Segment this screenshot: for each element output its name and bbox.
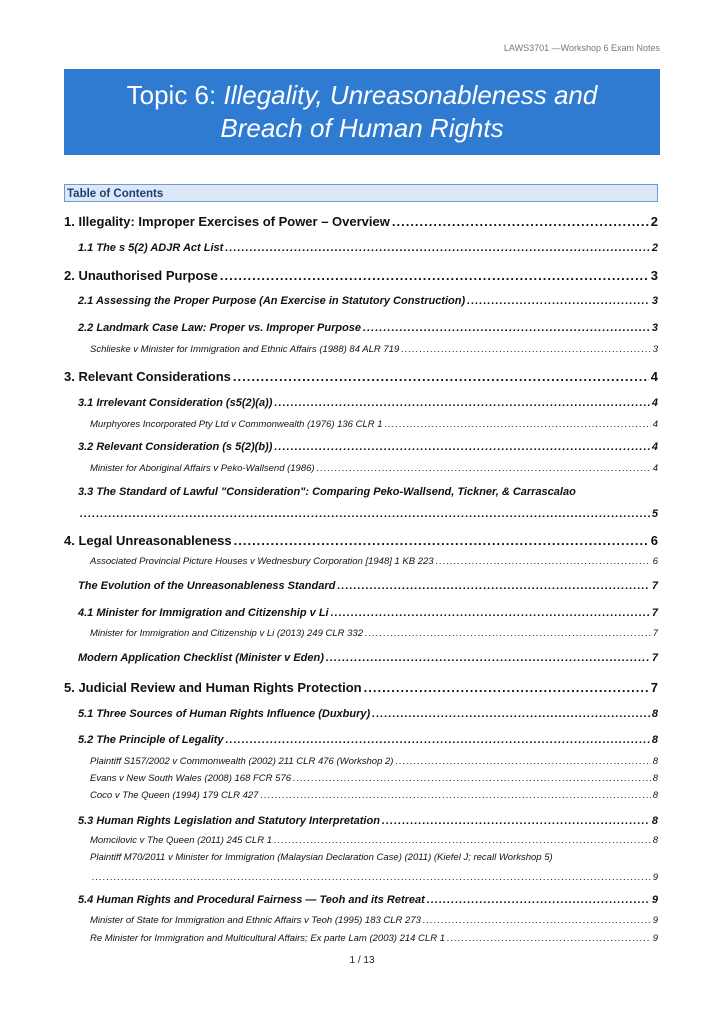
toc-entry-title: 5.1 Three Sources of Human Rights Influence (Duxbury) bbox=[78, 708, 371, 720]
toc-entry-page: 9 bbox=[652, 933, 658, 944]
toc-entry-leader-line[interactable] bbox=[90, 872, 658, 883]
title-line-2: Breach of Human Rights bbox=[220, 113, 504, 143]
title-line-1 bbox=[127, 79, 598, 112]
dot-leader bbox=[233, 369, 649, 384]
toc-entry-page: 7 bbox=[652, 628, 658, 639]
toc-entry[interactable] bbox=[78, 894, 658, 906]
toc-entry-title: Minister for Aboriginal Affairs v Peko-Wallsend (1986) bbox=[90, 463, 315, 474]
toc-entry-page: 5 bbox=[651, 508, 658, 520]
toc-entry[interactable] bbox=[64, 680, 658, 695]
toc-entry-title: 3.2 Relevant Consideration (s 5(2)(b)) bbox=[78, 441, 273, 453]
toc-entry[interactable] bbox=[78, 295, 658, 307]
toc-entry-title: 5.3 Human Rights Legislation and Statutory Interpretation bbox=[78, 815, 380, 827]
title-italic-1: Illegality, Unreasonableness and bbox=[223, 80, 598, 110]
toc-entry-title: 3.1 Irrelevant Consideration (s5(2)(a)) bbox=[78, 397, 273, 409]
toc-entry[interactable] bbox=[90, 773, 658, 784]
toc-entry[interactable] bbox=[78, 815, 658, 827]
toc-entry-title: Murphyores Incorporated Pty Ltd v Commonwealth (1976) 136 CLR 1 bbox=[90, 419, 383, 430]
toc-entry-page: 4 bbox=[650, 369, 658, 384]
dot-leader bbox=[225, 734, 649, 746]
toc-entry[interactable] bbox=[78, 652, 658, 664]
toc-entry-page: 2 bbox=[651, 242, 658, 254]
dot-leader bbox=[293, 773, 651, 784]
dot-leader bbox=[337, 580, 650, 592]
dot-leader bbox=[385, 419, 651, 430]
toc-entry-title: 2.1 Assessing the Proper Purpose (An Exercise in Statutory Construction) bbox=[78, 295, 466, 307]
toc-entry[interactable] bbox=[90, 756, 658, 767]
toc-entry-title: Momcilovic v The Queen (2011) 245 CLR 1 bbox=[90, 835, 272, 846]
toc-entry-page: 4 bbox=[652, 463, 658, 474]
dot-leader bbox=[260, 790, 650, 801]
dot-leader bbox=[382, 815, 650, 827]
toc-entry[interactable] bbox=[64, 369, 658, 384]
toc-entry-page: 8 bbox=[652, 756, 658, 767]
toc-entry[interactable] bbox=[78, 486, 658, 498]
toc-entry-title: 5.4 Human Rights and Procedural Fairness — Teoh and its Retreat bbox=[78, 894, 425, 906]
dot-leader bbox=[423, 915, 651, 926]
toc-entry-page: 7 bbox=[651, 580, 658, 592]
toc-entry[interactable] bbox=[90, 915, 658, 926]
toc-entry-page: 4 bbox=[651, 397, 658, 409]
toc-entry-title: The Evolution of the Unreasonableness Standard bbox=[78, 580, 336, 592]
toc-entry-title: 2. Unauthorised Purpose bbox=[64, 268, 218, 283]
toc-entry[interactable] bbox=[78, 397, 658, 409]
toc-entry-title: 1. Illegality: Improper Exercises of Power – Overview bbox=[64, 214, 390, 229]
toc-entry-page: 3 bbox=[652, 344, 658, 355]
toc-entry[interactable] bbox=[90, 419, 658, 430]
title-banner bbox=[64, 69, 660, 155]
toc-entry-page: 8 bbox=[651, 815, 658, 827]
dot-leader bbox=[274, 835, 651, 846]
dot-leader bbox=[401, 344, 650, 355]
toc-entry-page: 7 bbox=[650, 680, 658, 695]
toc-entry-title: 3. Relevant Considerations bbox=[64, 369, 231, 384]
header-note: LAWS3701 —Workshop 6 Exam Notes bbox=[503, 43, 660, 53]
toc-entry-page: 7 bbox=[651, 607, 658, 619]
toc-entry[interactable] bbox=[64, 268, 658, 283]
toc-entry-title: 1.1 The s 5(2) ADJR Act List bbox=[78, 242, 224, 254]
dot-leader bbox=[220, 268, 649, 283]
dot-leader bbox=[372, 708, 650, 720]
toc-entry[interactable] bbox=[78, 708, 658, 720]
toc-entry-leader-line[interactable] bbox=[78, 508, 658, 520]
toc-entry-page: 9 bbox=[651, 894, 658, 906]
dot-leader bbox=[427, 894, 650, 906]
dot-leader bbox=[234, 533, 649, 548]
toc-entry-page: 6 bbox=[650, 533, 658, 548]
toc-entry[interactable] bbox=[90, 852, 658, 863]
dot-leader bbox=[92, 872, 651, 883]
toc-entry-title: Minister of State for Immigration and Ethnic Affairs v Teoh (1995) 183 CLR 273 bbox=[90, 915, 421, 926]
toc-entry[interactable] bbox=[64, 214, 658, 229]
toc-entry-page: 4 bbox=[652, 419, 658, 430]
toc-entry-title: 2.2 Landmark Case Law: Proper vs. Improper Purpose bbox=[78, 322, 362, 334]
toc-entry[interactable] bbox=[90, 835, 658, 846]
toc-entry[interactable] bbox=[90, 933, 658, 944]
toc-entry-title: Coco v The Queen (1994) 179 CLR 427 bbox=[90, 790, 259, 801]
dot-leader bbox=[467, 295, 650, 307]
toc-entry-page: 9 bbox=[652, 915, 658, 926]
toc-entry-page: 6 bbox=[652, 556, 658, 567]
toc-entry-title: 4.1 Minister for Immigration and Citizenship v Li bbox=[78, 607, 329, 619]
dot-leader bbox=[365, 628, 651, 639]
dot-leader bbox=[447, 933, 651, 944]
toc-entry-title: Re Minister for Immigration and Multicultural Affairs; Ex parte Lam (2003) 214 CLR 1 bbox=[90, 933, 445, 944]
page-number: 1 / 13 bbox=[349, 955, 375, 966]
dot-leader bbox=[331, 607, 650, 619]
toc-entry-title: Plaintiff M70/2011 v Minister for Immigration (Malaysian Declaration Case) (2011) (Kiefel J; recall Workshop 5) bbox=[90, 852, 553, 863]
toc-entry[interactable] bbox=[78, 580, 658, 592]
dot-leader bbox=[363, 322, 650, 334]
toc-entry[interactable] bbox=[78, 607, 658, 619]
toc-entry-page: 8 bbox=[651, 734, 658, 746]
toc-entry-title: 5. Judicial Review and Human Rights Protection bbox=[64, 680, 362, 695]
toc-heading: Table of Contents bbox=[64, 184, 658, 202]
toc-entry-title: Plaintiff S157/2002 v Commonwealth (2002) 211 CLR 476 (Workshop 2) bbox=[90, 756, 394, 767]
toc-entry-page: 4 bbox=[651, 441, 658, 453]
toc-entry-title: 3.3 The Standard of Lawful "Consideration": Comparing Peko-Wallsend, Tickner, & Carrascalao bbox=[78, 486, 576, 498]
toc-entry[interactable] bbox=[78, 322, 658, 334]
dot-leader bbox=[274, 397, 649, 409]
toc-entry-page: 8 bbox=[652, 773, 658, 784]
toc-entry-page: 7 bbox=[651, 652, 658, 664]
dot-leader bbox=[392, 214, 649, 229]
toc-entry[interactable] bbox=[64, 533, 658, 548]
title-prefix: Topic 6: bbox=[126, 80, 224, 110]
toc-entry-page: 2 bbox=[650, 214, 658, 229]
toc-entry-title: Evans v New South Wales (2008) 168 FCR 576 bbox=[90, 773, 292, 784]
toc-entry-page: 3 bbox=[650, 268, 658, 283]
toc-entry-title: 4. Legal Unreasonableness bbox=[64, 533, 232, 548]
dot-leader bbox=[317, 463, 651, 474]
dot-leader bbox=[274, 441, 650, 453]
toc-entry-title: Modern Application Checklist (Minister v Eden) bbox=[78, 652, 324, 664]
toc-entry[interactable] bbox=[90, 790, 658, 801]
toc-entry-title: Associated Provincial Picture Houses v Wednesbury Corporation [1948] 1 KB 223 bbox=[90, 556, 434, 567]
toc-entry-page: 9 bbox=[652, 872, 658, 883]
toc-entry-page: 3 bbox=[651, 322, 658, 334]
toc-entry-title: Minister for Immigration and Citizenship v Li (2013) 249 CLR 332 bbox=[90, 628, 363, 639]
toc-entry[interactable] bbox=[90, 344, 658, 355]
dot-leader bbox=[326, 652, 650, 664]
toc-entry-page: 8 bbox=[651, 708, 658, 720]
dot-leader bbox=[225, 242, 650, 254]
toc-entry[interactable] bbox=[78, 242, 658, 254]
toc-entry[interactable] bbox=[90, 628, 658, 639]
toc-entry[interactable] bbox=[78, 441, 658, 453]
dot-leader bbox=[80, 508, 650, 520]
toc-entry-title: 5.2 The Principle of Legality bbox=[78, 734, 224, 746]
toc-entry-page: 3 bbox=[651, 295, 658, 307]
toc-entry-page: 8 bbox=[652, 790, 658, 801]
toc-entry-page: 8 bbox=[652, 835, 658, 846]
dot-leader bbox=[395, 756, 650, 767]
toc-entry[interactable] bbox=[90, 463, 658, 474]
toc-entry-title: Schlieske v Minister for Immigration and Ethnic Affairs (1988) 84 ALR 719 bbox=[90, 344, 400, 355]
toc-entry[interactable] bbox=[78, 734, 658, 746]
dot-leader bbox=[436, 556, 651, 567]
dot-leader bbox=[364, 680, 649, 695]
toc-entry[interactable] bbox=[90, 556, 658, 567]
